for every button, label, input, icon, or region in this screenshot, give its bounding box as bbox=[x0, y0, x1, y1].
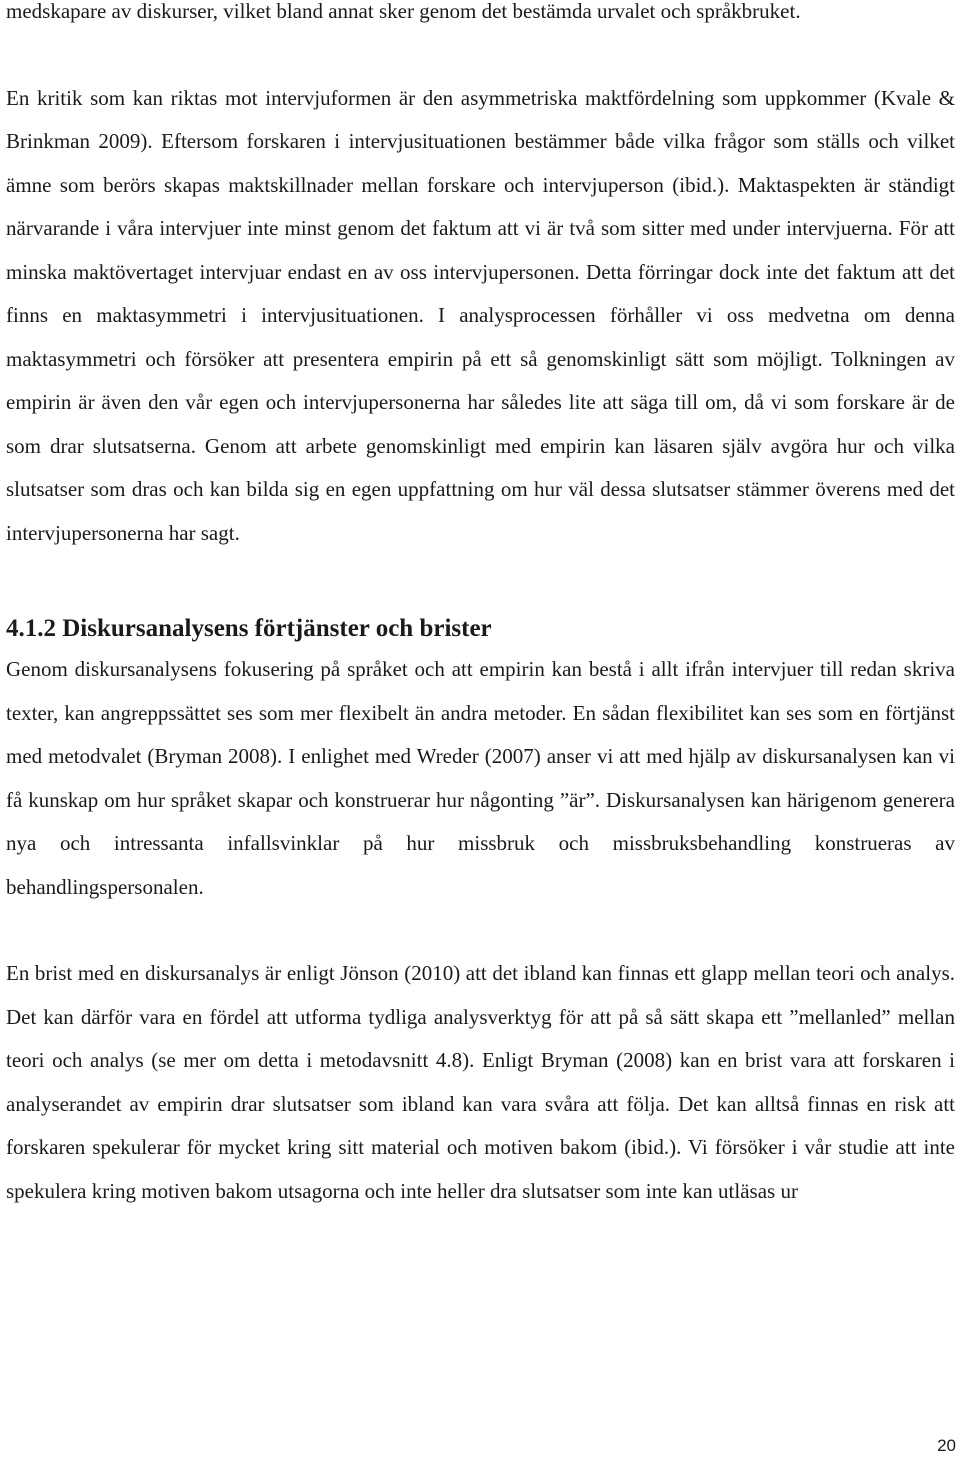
paragraph-interview-critique: En kritik som kan riktas mot intervjuformen är den asymmetriska maktfördelning som uppkommer (Kvale & Brinkman 2009). Eftersom forskaren i intervjusituationen bestämmer både vilka frågor som ställs och vilket ämne som berörs skapas maktskillnader mellan forskare och intervjuperson (ibid.). Maktaspekten är ständigt närvarande i våra intervjuer inte minst genom det faktum att vi är två som sitter med under intervjuerna. För att minska maktövertaget intervjuar endast en av oss intervjupersonen. Detta förringar dock inte det faktum att det finns en maktasymmetri i intervjusituationen. I analysprocessen förhåller vi oss medvetna om denna maktasymmetri och försöker att presentera empirin på ett så genomskinligt sätt som möjligt. Tolkningen av empirin är även den vår egen och intervjupersonerna har således lite att säga till om, då vi som forskare är de som drar slutsatserna. Genom att arbete genomskinligt med empirin kan läsaren själv avgöra hur och vilka slutsatser som dras och kan bilda sig en egen uppfattning om hur väl dessa slutsatser stämmer överens med det intervjupersonerna har sagt. bbox=[6, 85, 955, 545]
paragraph-discourse-flaws: En brist med en diskursanalys är enligt Jönson (2010) att det ibland kan finnas ett glapp mellan teori och analys. Det kan därför vara en fördel att utforma tydliga analysverktyg för att på så sätt skapa ett ”mellanled” mellan teori och analys (se mer om detta i metodavsnitt 4.8). Enligt Bryman (2008) kan en brist vara att forskaren i analyserandet av empirin drar slutsatser som ibland kan vara svåra att följa. Det kan alltså finnas en risk att forskaren spekulerar för mycket kring sitt material och motiven bakom (ibid.). Vi försöker i vår studie att inte spekulera kring motiven bakom utsagorna och inte heller dra slutsatser som inte kan utläsas ur bbox=[6, 961, 955, 1203]
paragraph-continuation: medskapare av diskurser, vilket bland annat sker genom det bestämda urvalet och språkbruket. bbox=[6, 0, 801, 23]
section-heading: 4.1.2 Diskursanalysens förtjänster och brister bbox=[6, 615, 492, 642]
page-number: 20 bbox=[937, 1436, 956, 1455]
document-page bbox=[6, 0, 955, 1213]
paragraph-discourse-merits: Genom diskursanalysens fokusering på språket och att empirin kan bestå i allt ifrån intervjuer till redan skriva texter, kan angreppssättet ses som mer flexibelt än andra metoder. En sådan flexibilitet kan ses som en förtjänst med metodvalet (Bryman 2008). I enlighet med Wreder (2007) anser vi att med hjälp av diskursanalysen kan vi få kunskap om hur språket skapar och konstruerar hur någonting ”är”. Diskursanalysen kan härigenom generera nya och intressanta infallsvinklar på hur missbruk och missbruksbehandling konstrueras av behandlingspersonalen. bbox=[6, 657, 955, 899]
